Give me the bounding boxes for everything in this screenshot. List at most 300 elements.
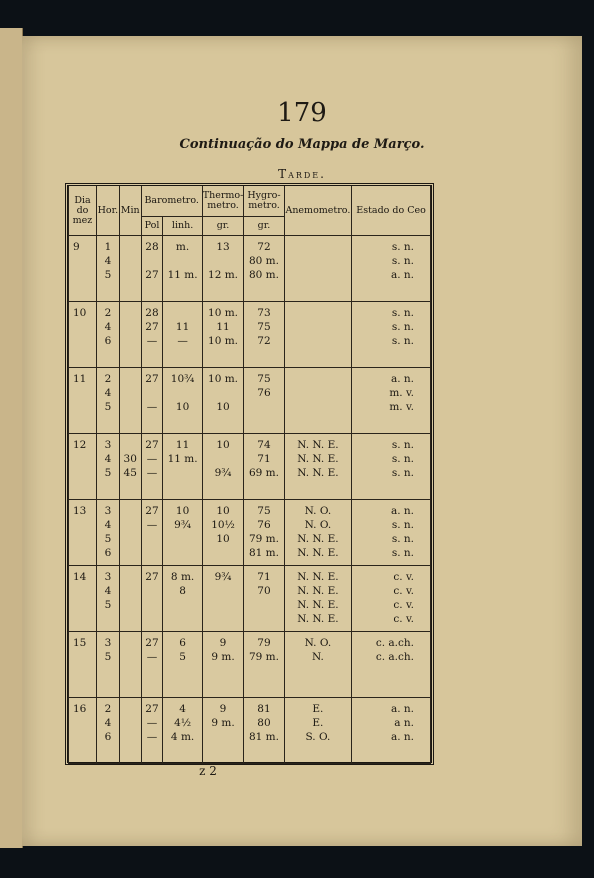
day-value: 13 bbox=[73, 505, 87, 517]
therm-value: 10 bbox=[216, 533, 230, 545]
cell-ceo bbox=[352, 236, 431, 302]
table-row bbox=[69, 434, 431, 500]
cell-min bbox=[119, 566, 141, 632]
cell-ceo bbox=[352, 698, 431, 764]
hor-value: 2 bbox=[104, 307, 112, 319]
day-value: 14 bbox=[73, 571, 87, 583]
cell-anemo bbox=[284, 434, 351, 500]
hor-value: 4 bbox=[104, 387, 112, 399]
ceo-value: a. n. bbox=[390, 373, 414, 385]
min-value bbox=[120, 268, 141, 282]
min-value bbox=[120, 334, 141, 348]
anemo-value: N. N. E. bbox=[297, 585, 339, 597]
linh-value: — bbox=[177, 335, 188, 347]
cell-therm bbox=[202, 434, 243, 500]
anemo-value bbox=[285, 306, 351, 320]
pol-value: — bbox=[146, 651, 158, 663]
anemo-value bbox=[285, 334, 351, 348]
therm-value: 10 m. bbox=[208, 373, 239, 385]
cell-ceo bbox=[352, 632, 431, 698]
cell-therm bbox=[202, 698, 243, 764]
hor-value bbox=[97, 612, 119, 626]
cell-hor bbox=[97, 302, 120, 368]
therm-value: 10 bbox=[216, 401, 230, 413]
anemo-value: N. N. E. bbox=[297, 439, 339, 451]
pol-value: — bbox=[146, 519, 158, 531]
cell-pol bbox=[141, 500, 163, 566]
table-row bbox=[69, 302, 431, 368]
anemo-value: E. bbox=[312, 703, 324, 715]
ceo-value: c. v. bbox=[393, 599, 414, 611]
cell-therm bbox=[202, 236, 243, 302]
cell-min bbox=[119, 632, 141, 698]
hygro-value: 76 bbox=[257, 387, 271, 399]
anemo-value: N. bbox=[311, 651, 324, 663]
linh-value: 8 m. bbox=[170, 571, 195, 583]
cell-min bbox=[119, 434, 141, 500]
linh-value: 4 m. bbox=[170, 731, 195, 743]
hor-value: 3 bbox=[104, 637, 112, 649]
cell-dia bbox=[69, 632, 97, 698]
ceo-value: s. n. bbox=[391, 467, 414, 479]
cell-hor bbox=[97, 698, 120, 764]
anemo-value: N. N. E. bbox=[297, 453, 339, 465]
cell-hygro bbox=[244, 698, 284, 764]
cell-dia bbox=[69, 500, 97, 566]
hor-value: 5 bbox=[104, 533, 112, 545]
hygro-value: 75 bbox=[257, 505, 271, 517]
therm-value: 9 m. bbox=[211, 651, 235, 663]
min-value bbox=[120, 254, 141, 268]
cell-ceo bbox=[352, 566, 431, 632]
therm-value bbox=[203, 386, 243, 400]
cell-linh bbox=[163, 302, 202, 368]
table-row bbox=[69, 368, 431, 434]
ceo-value: s. n. bbox=[391, 439, 414, 451]
linh-value bbox=[163, 546, 201, 560]
linh-value: 10 bbox=[175, 401, 190, 413]
header-linh: linh. bbox=[163, 217, 202, 236]
hygro-value: 79 bbox=[257, 637, 271, 649]
hor-value: 4 bbox=[104, 321, 112, 333]
anemo-value: N. O. bbox=[304, 637, 332, 649]
pol-value bbox=[142, 254, 163, 268]
page-number: 179 bbox=[277, 98, 327, 128]
day-value: 9 bbox=[73, 241, 80, 253]
linh-value bbox=[163, 598, 201, 612]
weather-table bbox=[68, 186, 431, 764]
cell-linh bbox=[163, 698, 202, 764]
cell-hygro bbox=[244, 302, 284, 368]
anemo-value: N. N. E. bbox=[297, 613, 339, 625]
pol-value bbox=[142, 532, 163, 546]
cell-therm bbox=[202, 566, 243, 632]
min-value bbox=[120, 504, 141, 518]
therm-value bbox=[203, 730, 243, 744]
min-value bbox=[120, 546, 141, 560]
pol-value: 27 bbox=[145, 439, 159, 451]
hygro-value: 71 bbox=[257, 571, 271, 583]
anemo-value bbox=[285, 254, 351, 268]
min-value bbox=[120, 636, 141, 650]
header-anemometro: Anemometro. bbox=[284, 186, 351, 236]
therm-value: 9 bbox=[219, 703, 227, 715]
ceo-value: c. a.ch. bbox=[375, 651, 414, 663]
section-title: Tarde. bbox=[278, 167, 326, 181]
cell-dia bbox=[69, 566, 97, 632]
therm-value bbox=[203, 452, 243, 466]
cell-anemo bbox=[284, 368, 351, 434]
min-value bbox=[120, 400, 141, 414]
hygro-value: 81 m. bbox=[248, 547, 279, 559]
ceo-value: m. v. bbox=[389, 401, 414, 413]
cell-anemo bbox=[284, 500, 351, 566]
hor-value: 6 bbox=[104, 335, 112, 347]
hygro-value: 73 bbox=[257, 307, 271, 319]
hygro-value: 80 m. bbox=[248, 255, 279, 267]
hygro-value: 80 bbox=[257, 717, 271, 729]
anemo-value: E. bbox=[312, 717, 324, 729]
pol-value bbox=[142, 386, 163, 400]
cell-dia bbox=[69, 302, 97, 368]
hygro-value: 81 m. bbox=[248, 731, 279, 743]
min-value bbox=[120, 306, 141, 320]
cell-linh bbox=[163, 368, 202, 434]
pol-value bbox=[142, 598, 163, 612]
hor-value: 6 bbox=[104, 547, 112, 559]
hygro-value: 74 bbox=[257, 439, 271, 451]
cell-hygro bbox=[244, 368, 284, 434]
hygro-value: 72 bbox=[257, 241, 271, 253]
cell-linh bbox=[163, 500, 202, 566]
hor-value: 2 bbox=[104, 703, 112, 715]
day-value: 11 bbox=[73, 373, 87, 385]
cell-dia bbox=[69, 698, 97, 764]
ceo-value: s. n. bbox=[391, 533, 414, 545]
cell-dia bbox=[69, 434, 97, 500]
linh-value: 11 bbox=[175, 321, 190, 333]
hor-value: 4 bbox=[104, 255, 112, 267]
hygro-value: 79 m. bbox=[248, 533, 279, 545]
linh-value: 4½ bbox=[174, 717, 191, 729]
cell-hygro bbox=[244, 632, 284, 698]
min-value bbox=[120, 438, 141, 452]
cell-pol bbox=[141, 632, 163, 698]
cell-anemo bbox=[284, 302, 351, 368]
pol-value: 28 bbox=[145, 307, 159, 319]
cell-dia bbox=[69, 236, 97, 302]
linh-value: 11 bbox=[175, 439, 190, 451]
therm-value: 11 bbox=[216, 321, 230, 333]
therm-value: 9 m. bbox=[211, 717, 235, 729]
day-value: 16 bbox=[73, 703, 87, 715]
cell-min bbox=[119, 368, 141, 434]
anemo-value: N. N. E. bbox=[297, 599, 339, 611]
hygro-value bbox=[244, 612, 283, 626]
pol-value: — bbox=[146, 453, 158, 465]
min-value bbox=[120, 612, 141, 626]
linh-value bbox=[163, 386, 201, 400]
ceo-value: c. v. bbox=[393, 571, 414, 583]
ceo-value: c. a.ch. bbox=[375, 637, 414, 649]
header-dia: Dia do mez bbox=[69, 186, 97, 236]
hygro-value bbox=[244, 400, 283, 414]
min-value bbox=[120, 584, 141, 598]
cell-hor bbox=[97, 368, 120, 434]
cell-pol bbox=[141, 566, 163, 632]
min-value bbox=[120, 702, 141, 716]
pol-value: 27 bbox=[145, 373, 159, 385]
hor-value: 6 bbox=[104, 731, 112, 743]
therm-value: 9¾ bbox=[214, 467, 232, 479]
pol-value: 27 bbox=[145, 703, 159, 715]
hor-value: 5 bbox=[104, 401, 112, 413]
anemo-value bbox=[285, 268, 351, 282]
hygro-value: 80 m. bbox=[248, 269, 279, 281]
cell-linh bbox=[163, 434, 202, 500]
cell-anemo bbox=[284, 236, 351, 302]
cell-ceo bbox=[352, 500, 431, 566]
anemo-value: S. O. bbox=[305, 731, 331, 743]
pol-value: 27 bbox=[145, 505, 159, 517]
cell-linh bbox=[163, 566, 202, 632]
hygro-value: 72 bbox=[257, 335, 271, 347]
min-value bbox=[120, 518, 141, 532]
pol-value bbox=[142, 584, 163, 598]
anemo-value bbox=[285, 386, 351, 400]
hygro-value bbox=[244, 598, 283, 612]
ceo-value: s. n. bbox=[391, 241, 414, 253]
pol-value: 27 bbox=[145, 321, 159, 333]
ceo-value: a. n. bbox=[390, 731, 414, 743]
therm-value bbox=[203, 546, 243, 560]
pol-value: — bbox=[146, 335, 158, 347]
ceo-value: c. v. bbox=[393, 585, 414, 597]
anemo-value bbox=[285, 240, 351, 254]
header-estado: Estado do Ceo bbox=[352, 186, 431, 236]
therm-value: 10 bbox=[216, 439, 230, 451]
therm-value: 9¾ bbox=[214, 571, 232, 583]
min-value bbox=[120, 650, 141, 664]
table-row bbox=[69, 698, 431, 764]
min-value bbox=[120, 598, 141, 612]
ceo-value: m. v. bbox=[389, 387, 414, 399]
header-therm-unit: gr. bbox=[202, 217, 243, 236]
anemo-value bbox=[285, 320, 351, 334]
hygro-value: 81 bbox=[257, 703, 271, 715]
cell-dia bbox=[69, 368, 97, 434]
table-body bbox=[69, 236, 431, 764]
cell-hor bbox=[97, 500, 120, 566]
hygro-value: 70 bbox=[257, 585, 271, 597]
anemo-value: N. O. bbox=[304, 519, 332, 531]
anemo-value: N. N. E. bbox=[297, 467, 339, 479]
header-hor: Hor. bbox=[97, 186, 120, 236]
min-value bbox=[120, 730, 141, 744]
anemo-value bbox=[285, 400, 351, 414]
hygro-value: 71 bbox=[257, 453, 271, 465]
hor-value: 1 bbox=[104, 241, 112, 253]
cell-ceo bbox=[352, 302, 431, 368]
day-value: 10 bbox=[73, 307, 87, 319]
linh-value bbox=[163, 612, 201, 626]
min-value bbox=[120, 320, 141, 334]
cell-hor bbox=[97, 434, 120, 500]
ceo-value: a. n. bbox=[390, 703, 414, 715]
ceo-value: s. n. bbox=[391, 547, 414, 559]
cell-hor bbox=[97, 236, 120, 302]
hygro-value: 76 bbox=[257, 519, 271, 531]
therm-value: 10 bbox=[216, 505, 230, 517]
cell-therm bbox=[202, 500, 243, 566]
cell-linh bbox=[163, 632, 202, 698]
linh-value: 11 m. bbox=[167, 269, 198, 281]
cell-hor bbox=[97, 566, 120, 632]
ceo-value: a. n. bbox=[390, 269, 414, 281]
ceo-value: s. n. bbox=[391, 335, 414, 347]
ceo-value: s. n. bbox=[391, 519, 414, 531]
therm-value: 13 bbox=[216, 241, 230, 253]
cell-hygro bbox=[244, 236, 284, 302]
anemo-value bbox=[285, 372, 351, 386]
cell-ceo bbox=[352, 368, 431, 434]
weather-table-frame bbox=[65, 183, 434, 765]
header-thermometro: Thermo-metro. bbox=[202, 186, 243, 217]
pol-value: 27 bbox=[145, 269, 159, 281]
linh-value: 6 bbox=[179, 637, 186, 649]
cell-therm bbox=[202, 368, 243, 434]
cell-min bbox=[119, 236, 141, 302]
hor-value: 4 bbox=[104, 585, 112, 597]
linh-value: 10¾ bbox=[170, 373, 195, 385]
header-hygro-unit: gr. bbox=[244, 217, 284, 236]
cell-pol bbox=[141, 302, 163, 368]
cell-min bbox=[119, 698, 141, 764]
linh-value bbox=[163, 306, 201, 320]
therm-value bbox=[203, 612, 243, 626]
cell-min bbox=[119, 500, 141, 566]
hygro-value: 69 m. bbox=[248, 467, 279, 479]
min-value bbox=[120, 532, 141, 546]
hor-value: 2 bbox=[104, 373, 112, 385]
therm-value: 10½ bbox=[211, 519, 235, 531]
ceo-value: s. n. bbox=[391, 453, 414, 465]
min-value bbox=[120, 570, 141, 584]
hor-value: 5 bbox=[104, 651, 112, 663]
cell-pol bbox=[141, 368, 163, 434]
cell-pol bbox=[141, 236, 163, 302]
min-value: 30 bbox=[123, 453, 137, 465]
linh-value: 8 bbox=[179, 585, 186, 597]
ceo-value: s. n. bbox=[391, 255, 414, 267]
pol-value: 28 bbox=[145, 241, 159, 253]
cell-hygro bbox=[244, 500, 284, 566]
linh-value: 10 bbox=[175, 505, 190, 517]
anemo-value: N. N. E. bbox=[297, 533, 339, 545]
therm-value: 10 m. bbox=[208, 335, 239, 347]
day-value: 15 bbox=[73, 637, 87, 649]
table-row bbox=[69, 632, 431, 698]
anemo-value: N. O. bbox=[304, 505, 332, 517]
table-row bbox=[69, 236, 431, 302]
therm-value: 12 m. bbox=[208, 269, 239, 281]
cell-pol bbox=[141, 698, 163, 764]
therm-value: 10 m. bbox=[208, 307, 239, 319]
pol-value: — bbox=[146, 401, 158, 413]
hor-value: 3 bbox=[104, 505, 112, 517]
ceo-value: a n. bbox=[394, 717, 414, 729]
cell-ceo bbox=[352, 434, 431, 500]
pol-value bbox=[142, 546, 163, 560]
pol-value: 27 bbox=[145, 637, 159, 649]
ceo-value: s. n. bbox=[391, 321, 414, 333]
hor-value: 3 bbox=[104, 439, 112, 451]
hor-value: 5 bbox=[104, 599, 112, 611]
hor-value: 4 bbox=[104, 717, 112, 729]
pol-value bbox=[142, 612, 163, 626]
therm-value bbox=[203, 598, 243, 612]
header-hygrometro: Hygro-metro. bbox=[244, 186, 284, 217]
min-value bbox=[120, 386, 141, 400]
cell-hygro bbox=[244, 434, 284, 500]
hor-value: 3 bbox=[104, 571, 112, 583]
hygro-value: 75 bbox=[257, 373, 271, 385]
table-row bbox=[69, 566, 431, 632]
linh-value bbox=[163, 466, 201, 480]
pol-value: — bbox=[146, 731, 158, 743]
hygro-value: 75 bbox=[257, 321, 271, 333]
linh-value bbox=[163, 254, 201, 268]
linh-value bbox=[163, 532, 201, 546]
pol-value: — bbox=[146, 717, 158, 729]
linh-value: 5 bbox=[179, 651, 186, 663]
hor-value: 5 bbox=[104, 467, 112, 479]
header-min: Min bbox=[119, 186, 141, 236]
hor-value: 4 bbox=[104, 453, 112, 465]
book-page bbox=[22, 36, 582, 846]
signature-mark: z 2 bbox=[199, 764, 217, 778]
cell-linh bbox=[163, 236, 202, 302]
linh-value: 9¾ bbox=[174, 519, 191, 531]
therm-value bbox=[203, 254, 243, 268]
table-row bbox=[69, 500, 431, 566]
cell-hygro bbox=[244, 566, 284, 632]
header-barometro: Barometro. bbox=[141, 186, 202, 217]
left-page-edge bbox=[0, 28, 23, 848]
cell-anemo bbox=[284, 566, 351, 632]
linh-value: 11 m. bbox=[167, 453, 198, 465]
hor-value: 5 bbox=[104, 269, 112, 281]
therm-value bbox=[203, 584, 243, 598]
min-value bbox=[120, 240, 141, 254]
anemo-value: N. N. E. bbox=[297, 547, 339, 559]
ceo-value: c. v. bbox=[393, 613, 414, 625]
min-value bbox=[120, 372, 141, 386]
cell-therm bbox=[202, 632, 243, 698]
therm-value: 9 bbox=[219, 637, 227, 649]
min-value: 45 bbox=[123, 467, 137, 479]
linh-value: 4 bbox=[179, 703, 186, 715]
cell-anemo bbox=[284, 632, 351, 698]
ceo-value: a. n. bbox=[390, 505, 414, 517]
linh-value: m. bbox=[175, 241, 190, 253]
ceo-value: s. n. bbox=[391, 307, 414, 319]
day-value: 12 bbox=[73, 439, 87, 451]
pol-value: — bbox=[146, 467, 158, 479]
cell-hor bbox=[97, 632, 120, 698]
pol-value: 27 bbox=[145, 571, 159, 583]
cell-therm bbox=[202, 302, 243, 368]
